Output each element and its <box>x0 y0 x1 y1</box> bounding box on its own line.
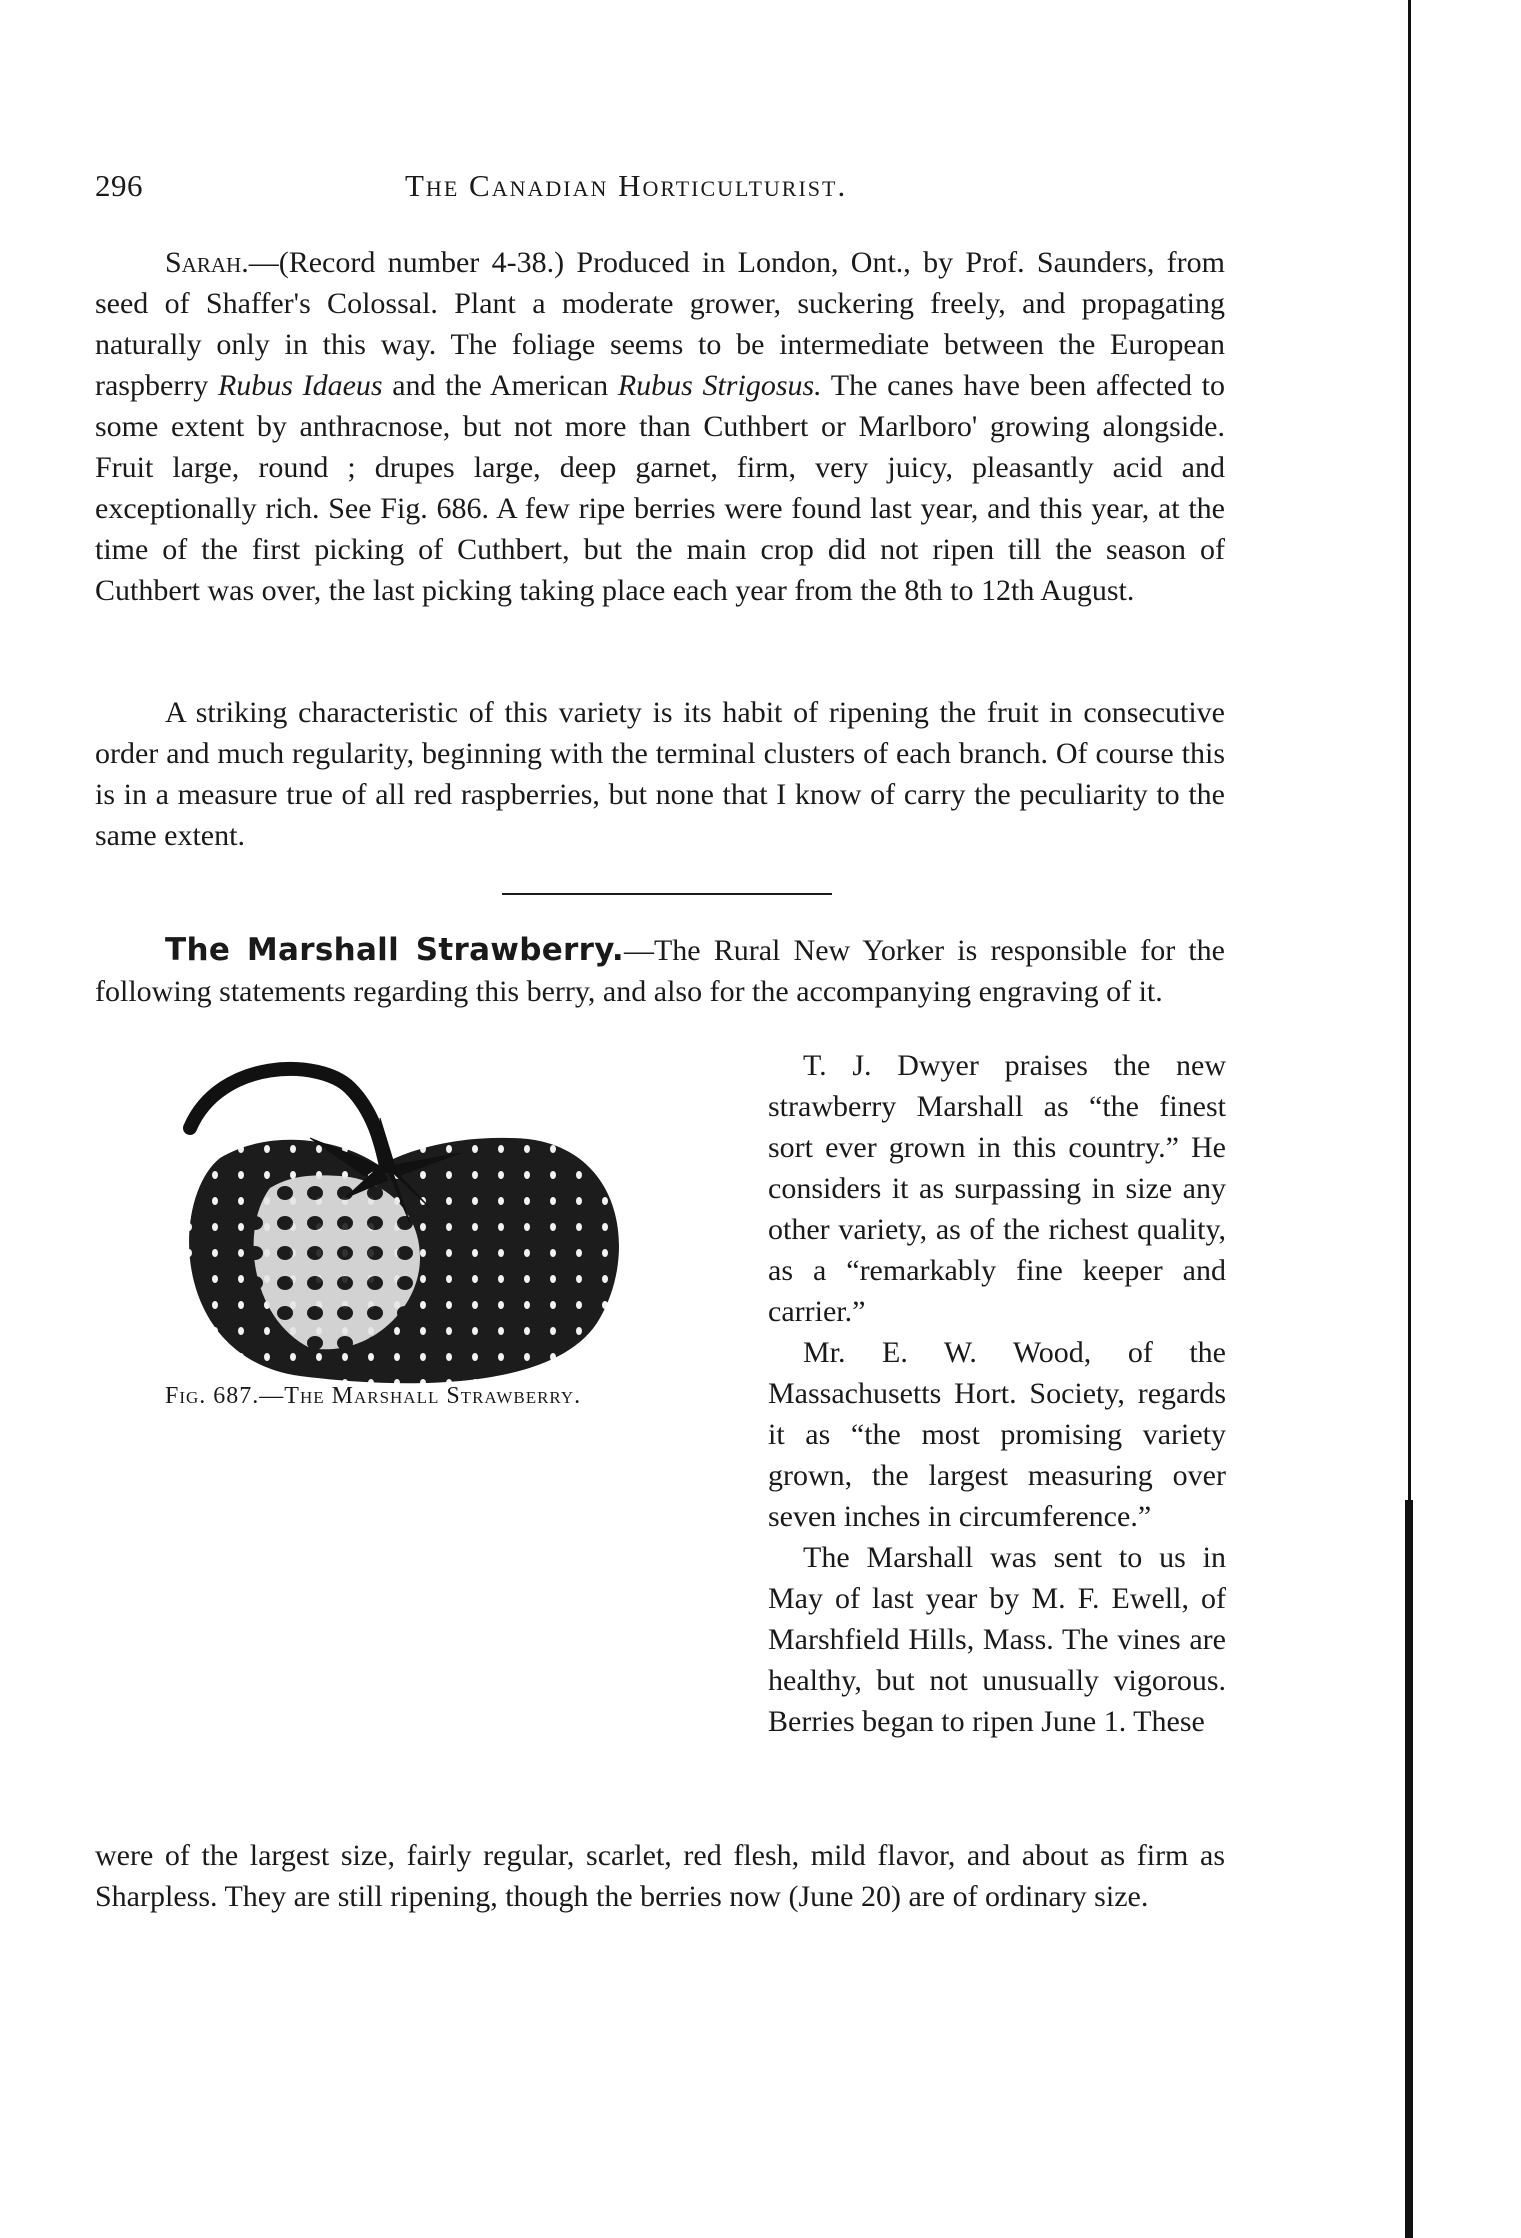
sarah-text-a: —(Record number 4-38.) Produced in London, Ont., by Prof. Saunders, from seed of Shaffer's Colossal. Plant a moderate grower, suckering freely, and propagating naturally only in this way. The foliage seems to be intermediate between the European raspberry <box>95 246 1225 402</box>
latin-name-idaeus: Rubus Idaeus <box>217 369 383 402</box>
sarah-paragraph <box>95 242 1225 611</box>
strawberry-body <box>189 1138 619 1383</box>
side-paragraph-1: T. J. Dwyer praises the new strawberry Marshall as “the finest sort ever grown in this country.” He considers it as surpassing in size any other variety, as of the richest quality, as a “remarkably fine keeper and carrier.” <box>768 1049 1226 1328</box>
sarah-paragraph-2 <box>95 692 1225 856</box>
sarah-text-b: and the American <box>382 369 618 402</box>
sarah-text-c: The canes have been affected to some extent by anthracnose, but not more than Cuthbert or Marlboro' growing alongside. Fruit large, round ; drupes large, deep garnet, firm, very juicy, pleasantly acid and exceptionally rich. See Fig. 686. A few ripe berries were found last year, and this year, at the time of the first picking of Cuthbert, but the main crop did not ripen till the season of Cuthbert was over, the last picking taking place each year from the 8th to 12th August. <box>95 369 1225 607</box>
strawberry-engraving <box>150 1058 730 1388</box>
section-divider <box>502 893 832 895</box>
bottom-paragraph <box>95 1835 1225 1917</box>
sarah-text-2: A striking characteristic of this variety is its habit of ripening the fruit in consecutive order and much regularity, beginning with the terminal clusters of each branch. Of course this is in a measure true of all red raspberries, but none that I know of carry the peculiarity to the same extent. <box>95 696 1225 852</box>
side-column <box>768 1045 1226 1742</box>
side-paragraph-2: Mr. E. W. Wood, of the Massachusetts Hort. Society, regards it as “the most promising variety grown, the largest measuring over seven inches in circumference.” <box>768 1336 1226 1533</box>
bottom-text: were of the largest size, fairly regular, scarlet, red flesh, mild flavor, and about as firm as Sharpless. They are still ripening, though the berries now (June 20) are of ordinary size. <box>95 1839 1225 1913</box>
journal-title: The Canadian Horticulturist. <box>405 168 848 203</box>
latin-name-strigosus: Rubus Strigosus. <box>617 369 822 402</box>
intro-text: —The Rural New Yorker is responsible for the following statements regarding this berry, and also for the accompanying engraving of it. <box>95 934 1225 1008</box>
page-number: 296 <box>95 168 143 203</box>
side-paragraph-3: The Marshall was sent to us in May of last year by M. F. Ewell, of Marshfield Hills, Mass. The vines are healthy, but not unusually vigorous. Berries began to ripen June 1. These <box>768 1541 1226 1738</box>
article-heading: The Marshall Strawberry. <box>165 932 624 968</box>
marshall-intro <box>95 930 1225 1012</box>
variety-name: Sarah. <box>165 246 249 279</box>
figure-caption: Fig. 687.—The Marshall Strawberry. <box>165 1383 582 1409</box>
page-edge <box>1400 0 1420 2238</box>
